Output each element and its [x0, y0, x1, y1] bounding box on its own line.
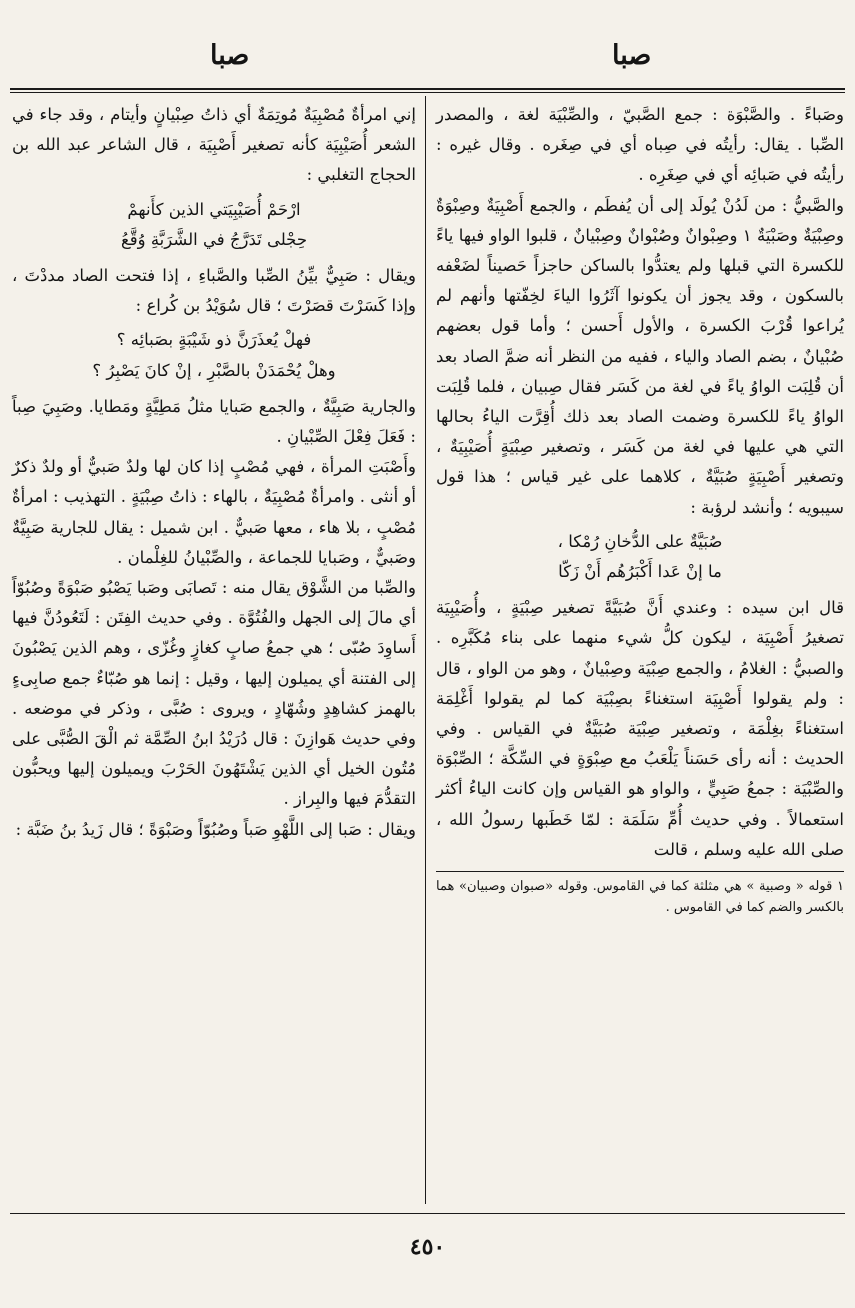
verse-line: وهلْ يُحْمَدَنْ بالصَّبْرِ ، إنْ كانَ يَصْبِرُ ؟	[92, 360, 336, 380]
paragraph: والصَّبيُّ : من لَدُنْ يُولَد إلى أن يُفطَم ، والجمع أَصْبِيَةٌ وصِبْوَةٌ وصِبْيَةٌ وصَبْيَةٌ ١ وصِبْوانٌ وصُبْوانٌ وصِبْيانٌ ، قلبوا الواو فيها ياءً للكسرة التي قبلها ولم يعتدُّوا بالساكن حاجزاً حَصيناً لضَعْفه بالسكون ، وقد يجوز أن يكونوا آثَرُوا الياءَ لخِفّتها وأنهم لم يُراعوا قُرْبَ الكسرة ، والأول أَحسن ؛ وأما قول بعضهم صُبْيانٌ ، بضم الصاد والياء ، ففيه من النظر أنه ضمَّ الصاد بعد أن قُلِبَت الواوُ ياءً في لغة من كَسَر فقال صِبيان ، فلما قُلِبَت الواوُ ياءً للكسرة وضمت الصاد بعد ذلك أُقِرَّت الياءُ بحالها التي هي عليها في لغة من كَسَر ، وتصغير صِبْيَةٍ أُصَيْبِيَةٌ ، وتصغير أَصْبِيَةٍ صُبَيَّةٌ ، كلاهما على غير قياس ؛ هذا قول سيبويه ؛ وأنشد لرؤبة :	[436, 195, 844, 517]
paragraph: ويقال : صَبا إلى اللَّهْوِ صَباً وصُبُوّاً وصَبْوَةً ؛ قال زَيدُ بنُ ضَبَّة :	[15, 819, 416, 839]
verse	[436, 527, 844, 587]
header-rule	[10, 88, 845, 90]
right-column	[436, 100, 844, 918]
footnote-rule	[436, 871, 844, 872]
column-divider	[425, 96, 426, 1204]
verse-line: حِجْلى تَدَرَّجُ في الشَّرَبَّةِ وُقَّعُ	[120, 229, 308, 249]
running-header-left: صبا	[210, 40, 250, 71]
verse-line: صُبَيَّةٌ على الدُّخانِ رُمْكا ،	[557, 531, 723, 551]
verse-line: ما إنْ عَدا أَكْبَرُهُم أَنْ زَكّا	[558, 562, 722, 582]
page-number: ٤٥٠	[409, 1234, 446, 1260]
left-column	[12, 100, 416, 845]
footer-rule	[10, 1213, 845, 1214]
header-rule-thin	[10, 92, 845, 93]
verse-line: فهلْ يُعذَرَنَّ ذو شَيْبَةٍ بصَبائِه ؟	[116, 330, 312, 350]
verse	[12, 325, 416, 385]
verse	[12, 195, 416, 255]
paragraph: والصِّبا من الشَّوْق يقال منه : تَصابَى وصَبا يَصْبُو صَبْوَةً وصُبُوّاً أي مالَ إلى الجهل والفُتُوَّة . وفي حديث الفِتَن : لَتَعُودُنَّ فيها أَساوِدَ صُبّى ؛ هي جمعُ صابٍ كغازٍ وغُزّى ، وهم الذين يَصْبُونَ إلى الفتنة أي يميلون إليها ، وقيل : إنما هو صُبّاءٌ جمع صابِىءٍ بالهمز كشاهِدٍ وشُهّادٍ ، ويروى : صُبَّى ، وذكر في موضعه . وفي حديث هَوازِنَ : قال دُرَيْدُ ابنُ الصِّمَّة ثم الْقَ الصُّبَّى على مُتُون الخيل أي الذين يَشْتَهُونَ الحَرْبَ ويميلون إليها ويحبُّون التقدُّمَ فيها والبِراز .	[12, 578, 416, 809]
paragraph: والجارية صَبِيَّةٌ ، والجمع صَبايا مثلُ مَطِيَّةٍ ومَطايا. وصَبِيَ صِباً : فَعَلَ فِعْلَ الصِّبْيانِ .	[12, 396, 416, 447]
paragraph: وصَباءً . والصَّبْوَة : جمع الصَّبيّ ، والصِّبْيَة لغة ، والمصدر الصِّبا . يقال: رأيتُه في صِباه أي في صِغَره . وقال غيره : رأيتُه في صَبائِه أي في صِغَرِه .	[436, 105, 844, 185]
paragraph: قال ابن سيده : وعندي أَنَّ صُبَيَّةً تصغير صِبْيَةٍ ، وأُصَيْبِيَة تصغيرُ أَصْبِيَة ، ليكون كلُّ شيء منهما على بناء مُكَبَّرِه . والصبيُّ : الغلامُ ، والجمع صِبْيَة وصِبْيانٌ ، وهو من الواو ، قال : ولم يقولوا أَصْبِيَة استغناءً بصِبْيَة كما لم يقولوا أَغْلِمَة استغناءً بغِلْمَة ، وتصغير صِبْيَة صُبَيَّةٌ في القياس . وفي الحديث : أنه رأى حَسَناً يَلْعَبُ مع صِبْوَةٍ في السِّكَّة ؛ الصِّبْوَة والصِّبْيَة : جمعُ صَبِيٍّ ، والواو هو القياس وإن كانت الياءُ أكثر استعمالاً . وفي حديث أُمِّ سَلَمَة : لمّا خَطَبها رسولُ الله ، صلى الله عليه وسلم ، قالت	[436, 598, 844, 859]
paragraph: وأَصْبَتِ المرأة ، فهي مُصْبٍ إذا كان لها ولدٌ صَبيٌّ أو ولدٌ ذكرٌ أو أنثى . وامرأةٌ مُصْبِيَةٌ ، بالهاء : ذاتُ صِبْيَةٍ . التهذيب : امرأةٌ مُصْبٍ ، بلا هاء ، معها صَبيٌّ . ابن شميل : يقال للجارية صَبِيَّةٌ وصَبيٌّ ، وصَبايا للجماعة ، والصِّبْيانُ للغِلْمان .	[12, 457, 416, 567]
paragraph: ويقال : صَبِيٌّ بيِّنُ الصِّبا والصَّباءِ ، إذا فتحت الصاد مددْتَ ، وإذا كَسَرْتَ قصَرْتَ ؛ قال سُوَيْدُ بن كُراع :	[12, 266, 416, 316]
running-header-right: صبا	[612, 40, 652, 71]
verse-line: ارْحَمْ أُصَيْبِيَتي الذين كأَنهمْ	[127, 199, 301, 219]
paragraph: إني امرأةٌ مُصْبِيَةٌ مُوتِمَةٌ أي ذاتُ صِبْيانٍ وأيتام ، وقد جاء في الشعر أُصَيْبِيَة كأنه تصغير أَصْبِيَة ، قال الشاعر عبد الله بن الحجاج التغلبي :	[12, 105, 416, 185]
footnote: ١ قوله « وصبية » هي مثلثة كما في القاموس. وقوله «صبوان وصبيان» هما بالكسر والضم كما في القاموس .	[436, 879, 844, 916]
